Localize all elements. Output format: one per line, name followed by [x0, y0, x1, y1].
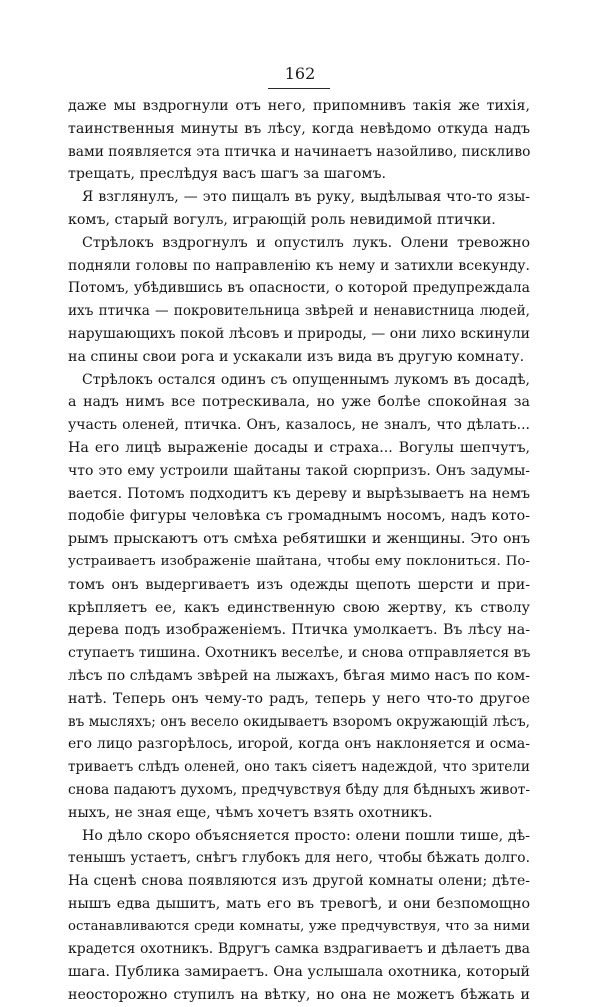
text-line: вается. Потомъ подходитъ къ дереву и вырѣзываетъ на немъ [68, 485, 530, 502]
text-line: Стрѣлокъ вздрогнулъ и опустилъ лукъ. Олени тревожно [82, 234, 530, 251]
page-number: 162 [284, 64, 316, 83]
page-body-text [68, 95, 530, 1007]
text-line: нышъ едва дышитъ, мать его въ тревогѣ, и они безпомощно [68, 895, 530, 912]
text-line: дерева подъ изображеніемъ. Птичка умолкаетъ. Въ лѣсу на- [68, 622, 530, 639]
text-line: натѣ. Теперь онъ чему-то радъ, теперь у него что-то другое [68, 690, 530, 707]
text-line: ныхъ, не зная еще, чѣмъ хочетъ взять охотникъ. [68, 804, 433, 821]
text-line: шага. Публика замираетъ. Она услышала охотника, который [68, 964, 530, 981]
text-line: Но дѣло скоро объясняется просто: олени пошли тише, дѣ- [82, 827, 530, 844]
text-line: даже мы вздрогнули отъ него, припомнивъ такія же тихія, [68, 98, 530, 114]
text-line: участь оленей, птичка. Онъ, казалось, не зналъ, что дѣлать... [68, 417, 530, 434]
text-line: ихъ птичка — покровительница звѣрей и ненавистница людей, [68, 303, 530, 320]
text-line: На сценѣ снова появляются изъ другой комнаты олени; дѣте- [68, 873, 530, 890]
text-line: рымъ прыскаютъ отъ смѣха ребятишки и женщины. Это онъ [68, 531, 530, 548]
page-number-rule [268, 88, 330, 89]
text-line: нарушающихъ покой лѣсовъ и природы, — они лихо вскинули [68, 325, 530, 342]
text-line: снова падаютъ духомъ, предчувствуя бѣду для бѣдныхъ живот- [68, 781, 530, 798]
text-line: крадется охотникъ. Вдругъ самка вздрагиваетъ и дѣлаетъ два [68, 941, 530, 958]
text-line: останавливаются среди комнаты, уже предчувствуя, что за ними [68, 918, 530, 934]
text-line: на спины свои рога и ускакали изъ вида въ другую комнату. [68, 348, 525, 365]
text-line: ступаетъ тишина. Охотникъ веселѣе, и снова отправляется въ [68, 645, 530, 662]
text-line: подняли головы по направленію къ нему и затихли всекунду. [68, 257, 530, 274]
text-line: лѣсъ по слѣдамъ звѣрей на лыжахъ, бѣгая мимо насъ по ком- [68, 667, 530, 684]
text-line: его лицо разгорѣлось, иropой, когда онъ наклоняется и осма- [68, 736, 530, 753]
text-line: крѣпляетъ ее, какъ единственную свою жертву, къ стволу [68, 599, 530, 616]
text-line: тенышъ устаетъ, снѣгъ глубокъ для него, чтобы бѣжать долго. [68, 850, 530, 867]
text-line: триваетъ слѣдъ оленей, оно такъ сіяетъ надеждой, что зрители [68, 759, 530, 776]
text-line: въ мысляхъ; онъ весело окидываетъ взоромъ окружающій лѣсъ, [68, 713, 530, 730]
text-line: Стрѣлокъ остался одинъ съ опущеннымъ лукомъ въ досадѣ, [82, 371, 530, 388]
text-line: На его лицѣ выраженіе досады и страха... Вогулы шепчутъ, [68, 439, 530, 456]
text-line: неосторожно ступилъ на вѣтку, но она не можетъ бѣжать и [68, 987, 530, 1004]
text-line: Я взглянулъ, — это пищалъ въ руку, выдѣлывая что-то язы- [82, 189, 530, 206]
text-line: а надъ нимъ все потрескивала, но уже болѣе спокойная за [68, 394, 530, 411]
text-line: таинственныя минуты въ лѣсу, когда невѣдомо откуда надъ [68, 120, 530, 137]
text-line: комъ, старый вогулъ, играющій роль невидимой птички. [68, 211, 496, 228]
text-line: трещать, преслѣдуя васъ шагъ за шагомъ. [68, 166, 387, 183]
text-line: вами появляется эта птичка и начинаетъ назойливо, пискливо [68, 143, 530, 160]
text-line: подобіе фигуры человѣка съ громаднымъ носомъ, надъ кото- [68, 508, 530, 525]
text-line: томъ онъ выдергиваетъ изъ одежды щепоть шерсти и при- [68, 576, 530, 593]
text-line: устраиваетъ изображеніе шайтана, чтобы ему поклониться. По- [68, 553, 530, 569]
text-line: что это ему устроили шайтаны такой сюрпризъ. Онъ задумы- [68, 462, 530, 479]
text-line: Потомъ, убѣдившись въ опасности, о которой предупреждала [68, 280, 530, 297]
